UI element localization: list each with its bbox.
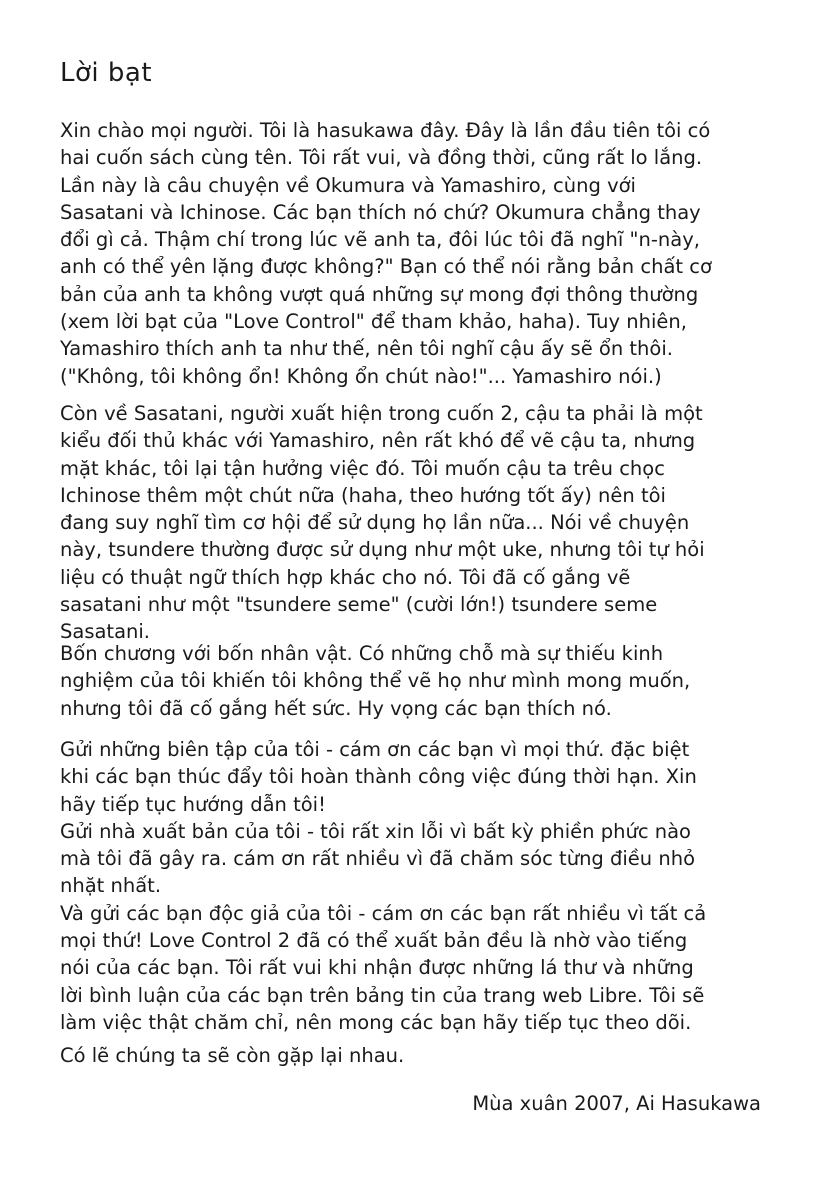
text-line: khi các bạn thúc đẩy tôi hoàn thành công việc đúng thời hạn. Xin — [60, 765, 697, 789]
text-line: Còn về Sasatani, người xuất hiện trong cuốn 2, cậu ta phải là một — [60, 402, 703, 425]
text-line: ("Không, tôi không ổn! Không ổn chút nào!"... Yamashiro nói.) — [60, 364, 662, 388]
text-line: Xin chào mọi người. Tôi là hasukawa đây. Đây là lần đầu tiên tôi có — [60, 119, 711, 142]
text-line: lời bình luận của các bạn trên bảng tin của trang web Libre. Tôi sẽ — [60, 983, 705, 1007]
paragraph-thanks — [60, 736, 706, 1036]
text-line: Bốn chương với bốn nhân vật. Có những chỗ mà sự thiếu kinh — [60, 642, 664, 665]
signature: Mùa xuân 2007, Ai Hasukawa — [472, 1092, 761, 1115]
text-line: Và gửi các bạn độc giả của tôi - cám ơn các bạn rất nhiều vì tất cả — [60, 901, 707, 925]
text-line: đổi gì cả. Thậm chí trong lúc vẽ anh ta, đôi lúc tôi đã nghĩ "n-này, — [60, 228, 700, 252]
text-line: anh có thể yên lặng được không?" Bạn có thể nói rằng bản chất cơ — [60, 255, 712, 279]
text-line: làm việc thật chăm chỉ, nên mong các bạn hãy tiếp tục theo dõi. — [60, 1010, 692, 1034]
text-line: nhưng tôi đã cố gắng hết sức. Hy vọng các bạn thích nó. — [60, 696, 612, 720]
text-line: Có lẽ chúng ta sẽ còn gặp lại nhau. — [60, 1044, 405, 1067]
paragraph-sasatani — [60, 400, 705, 646]
text-line: Lần này là câu chuyện về Okumura và Yamashiro, cùng với — [60, 173, 636, 197]
text-line: Sasatani và Ichinose. Các bạn thích nó chứ? Okumura chẳng thay — [60, 200, 701, 224]
text-line: Sasatani. — [60, 620, 151, 644]
text-line: sasatani như một "tsundere seme" (cười lớn!) tsundere seme — [60, 593, 658, 617]
text-line: Ichinose thêm một chút nữa (haha, theo hướng tốt ấy) nên tôi — [60, 483, 666, 507]
paragraph-closing — [60, 1042, 404, 1069]
paragraph-chapters — [60, 640, 690, 722]
text-line: hãy tiếp tục hướng dẫn tôi! — [60, 792, 326, 816]
text-line: bản của anh ta không vượt quá những sự mong đợi thông thường — [60, 282, 699, 306]
text-line: nhặt nhất. — [60, 874, 162, 898]
text-line: (xem lời bạt của "Love Control" để tham khảo, haha). Tuy nhiên, — [60, 310, 687, 334]
text-line: Gửi nhà xuất bản của tôi - tôi rất xin lỗi vì bất kỳ phiền phức nào — [60, 819, 691, 843]
text-line: nói của các bạn. Tôi rất vui khi nhận được những lá thư và những — [60, 956, 694, 980]
text-line: mọi thứ! Love Control 2 đã có thể xuất bản đều là nhờ vào tiếng — [60, 929, 688, 953]
text-line: hai cuốn sách cùng tên. Tôi rất vui, và đồng thời, cũng rất lo lắng. — [60, 146, 703, 170]
text-line: Yamashiro thích anh ta như thế, nên tôi nghĩ cậu ấy sẽ ổn thôi. — [60, 337, 673, 361]
text-line: kiểu đối thủ khác với Yamashiro, nên rất khó để vẽ cậu ta, nhưng — [60, 429, 696, 453]
page-title: Lời bạt — [60, 58, 153, 88]
text-line: liệu có thuật ngữ thích hợp khác cho nó. Tôi đã cố gắng vẽ — [60, 565, 631, 589]
paragraph-intro — [60, 117, 712, 390]
text-line: đang suy nghĩ tìm cơ hội để sử dụng họ lần nữa... Nói về chuyện — [60, 511, 690, 535]
text-line: nghiệm của tôi khiến tôi không thể vẽ họ như mình mong muốn, — [60, 669, 691, 693]
text-line: này, tsundere thường được sử dụng như một uke, nhưng tôi tự hỏi — [60, 538, 705, 562]
text-line: mặt khác, tôi lại tận hưởng việc đó. Tôi muốn cậu ta trêu chọc — [60, 456, 665, 480]
text-line: Gửi những biên tập của tôi - cám ơn các bạn vì mọi thứ. đặc biệt — [60, 738, 690, 761]
text-line: mà tôi đã gây ra. cám ơn rất nhiều vì đã chăm sóc từng điều nhỏ — [60, 847, 695, 871]
